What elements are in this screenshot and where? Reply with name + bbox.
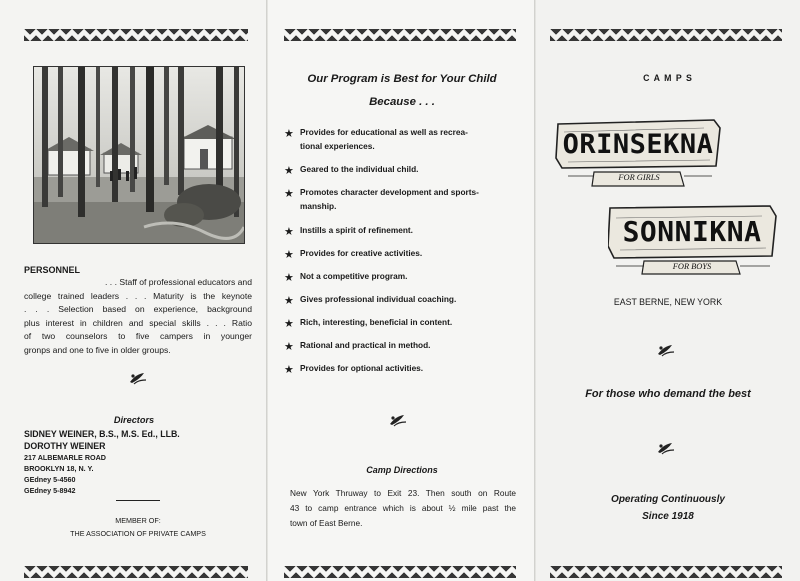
list-item [300,270,518,284]
list-item-line: Gives professional individual coaching. [300,294,457,304]
association-name: THE ASSOCIATION OF PRIVATE CAMPS [70,529,206,538]
list-item-line: tional experiences. [300,140,375,151]
star-icon: ★ [284,318,294,330]
list-item [300,293,518,307]
leaf-ornament-icon [656,342,676,358]
middle-panel [268,0,536,581]
phone-2: GEdney 5-8942 [24,486,76,495]
star-icon: ★ [284,188,294,200]
personnel-text [24,276,252,358]
address-line-1: 217 ALBEMARLE ROAD [24,453,106,462]
camps-label: C A M P S [643,73,693,83]
program-title: Our Program is Best for Your Child [307,73,497,85]
zigzag-border-bottom [284,566,516,578]
personnel-line: . . . Staff of professional educators and [105,277,252,287]
phone-1: GEdney 5-4560 [24,475,76,484]
star-icon: ★ [284,341,294,353]
personnel-line: gronps and one to five in older groups. [24,344,171,355]
list-item-line: Instills a spirit of refinement. [300,225,413,235]
zigzag-border-top [550,29,782,41]
list-item [300,163,518,177]
zigzag-border-top [284,29,516,41]
right-panel [536,0,800,581]
star-icon: ★ [284,128,294,140]
star-icon: ★ [284,295,294,307]
star-icon: ★ [284,364,294,376]
list-item-line: Provides for optional activities. [300,363,424,373]
list-item-line: Rich, interesting, beneficial in content. [300,317,453,327]
left-panel [0,0,268,581]
list-item [300,316,518,330]
directions-heading: Camp Directions [366,465,438,475]
list-item [300,339,518,353]
leaf-ornament-icon [388,412,408,428]
star-icon: ★ [284,165,294,177]
list-item-line: Geared to the individual child. [300,164,419,174]
leaf-ornament-icon [656,440,676,456]
list-item-line: Not a competitive program. [300,271,408,281]
list-item [300,126,518,153]
camp-1-name: ORINSEKNA [562,129,714,160]
director-2: DOROTHY WEINER [24,441,106,451]
star-icon: ★ [284,249,294,261]
location: EAST BERNE, NEW YORK [613,297,723,307]
star-icon: ★ [284,226,294,238]
program-subtitle: Because . . . [369,96,435,108]
camp-sign-girls [554,118,724,188]
directions-line: town of East Berne. [290,518,363,528]
camp-photo [33,66,245,244]
list-item-line: Provides for educational as well as recrea- [300,127,468,137]
camp-1-tag: FOR GIRLS [618,173,660,182]
directors-heading: Directors [113,415,155,425]
personnel-line: of two counselors to five campers in younger [24,331,252,342]
directions-text [290,486,516,531]
list-item-line: Promotes character development and sports- [300,187,479,197]
director-1: SIDNEY WEINER, B.S., M.S. Ed., LLB. [24,429,180,439]
operating-line-2: Since 1918 [642,511,694,522]
list-item [300,362,518,376]
list-item-line: Rational and practical in method. [300,340,431,350]
camp-sign-boys [608,204,778,276]
list-item-line: Provides for creative activities. [300,248,423,258]
directions-line: New York Thruway to Exit 23. Then south on Route [290,488,516,498]
divider-line [116,500,160,501]
list-item [300,224,518,238]
directions-line: 43 to camp entrance which is about ½ mile past the [290,503,516,513]
personnel-line: plus interest in children and special skills . . . Ratio [24,317,252,328]
zigzag-border-bottom [550,566,782,578]
personnel-line: . . . Selection based on experience, background [24,304,252,315]
star-icon: ★ [284,272,294,284]
leaf-ornament-icon [128,370,148,386]
list-item [300,186,518,213]
forest-cabins-picture [34,67,244,243]
zigzag-border-top [24,29,248,41]
personnel-heading: PERSONNEL [24,265,81,275]
member-of-label: MEMBER OF: [115,516,161,525]
tagline: For those who demand the best [585,388,751,400]
address-line-2: BROOKLYN 18, N. Y. [24,464,94,473]
personnel-line: college trained leaders . . . Maturity is the keynote [24,290,252,301]
camp-2-tag: FOR BOYS [672,262,712,271]
list-item-line: manship. [300,200,337,211]
list-item [300,247,518,261]
zigzag-border-bottom [24,566,248,578]
camp-2-name: SONNIKNA [622,215,762,248]
operating-line-1: Operating Continuously [611,494,725,505]
